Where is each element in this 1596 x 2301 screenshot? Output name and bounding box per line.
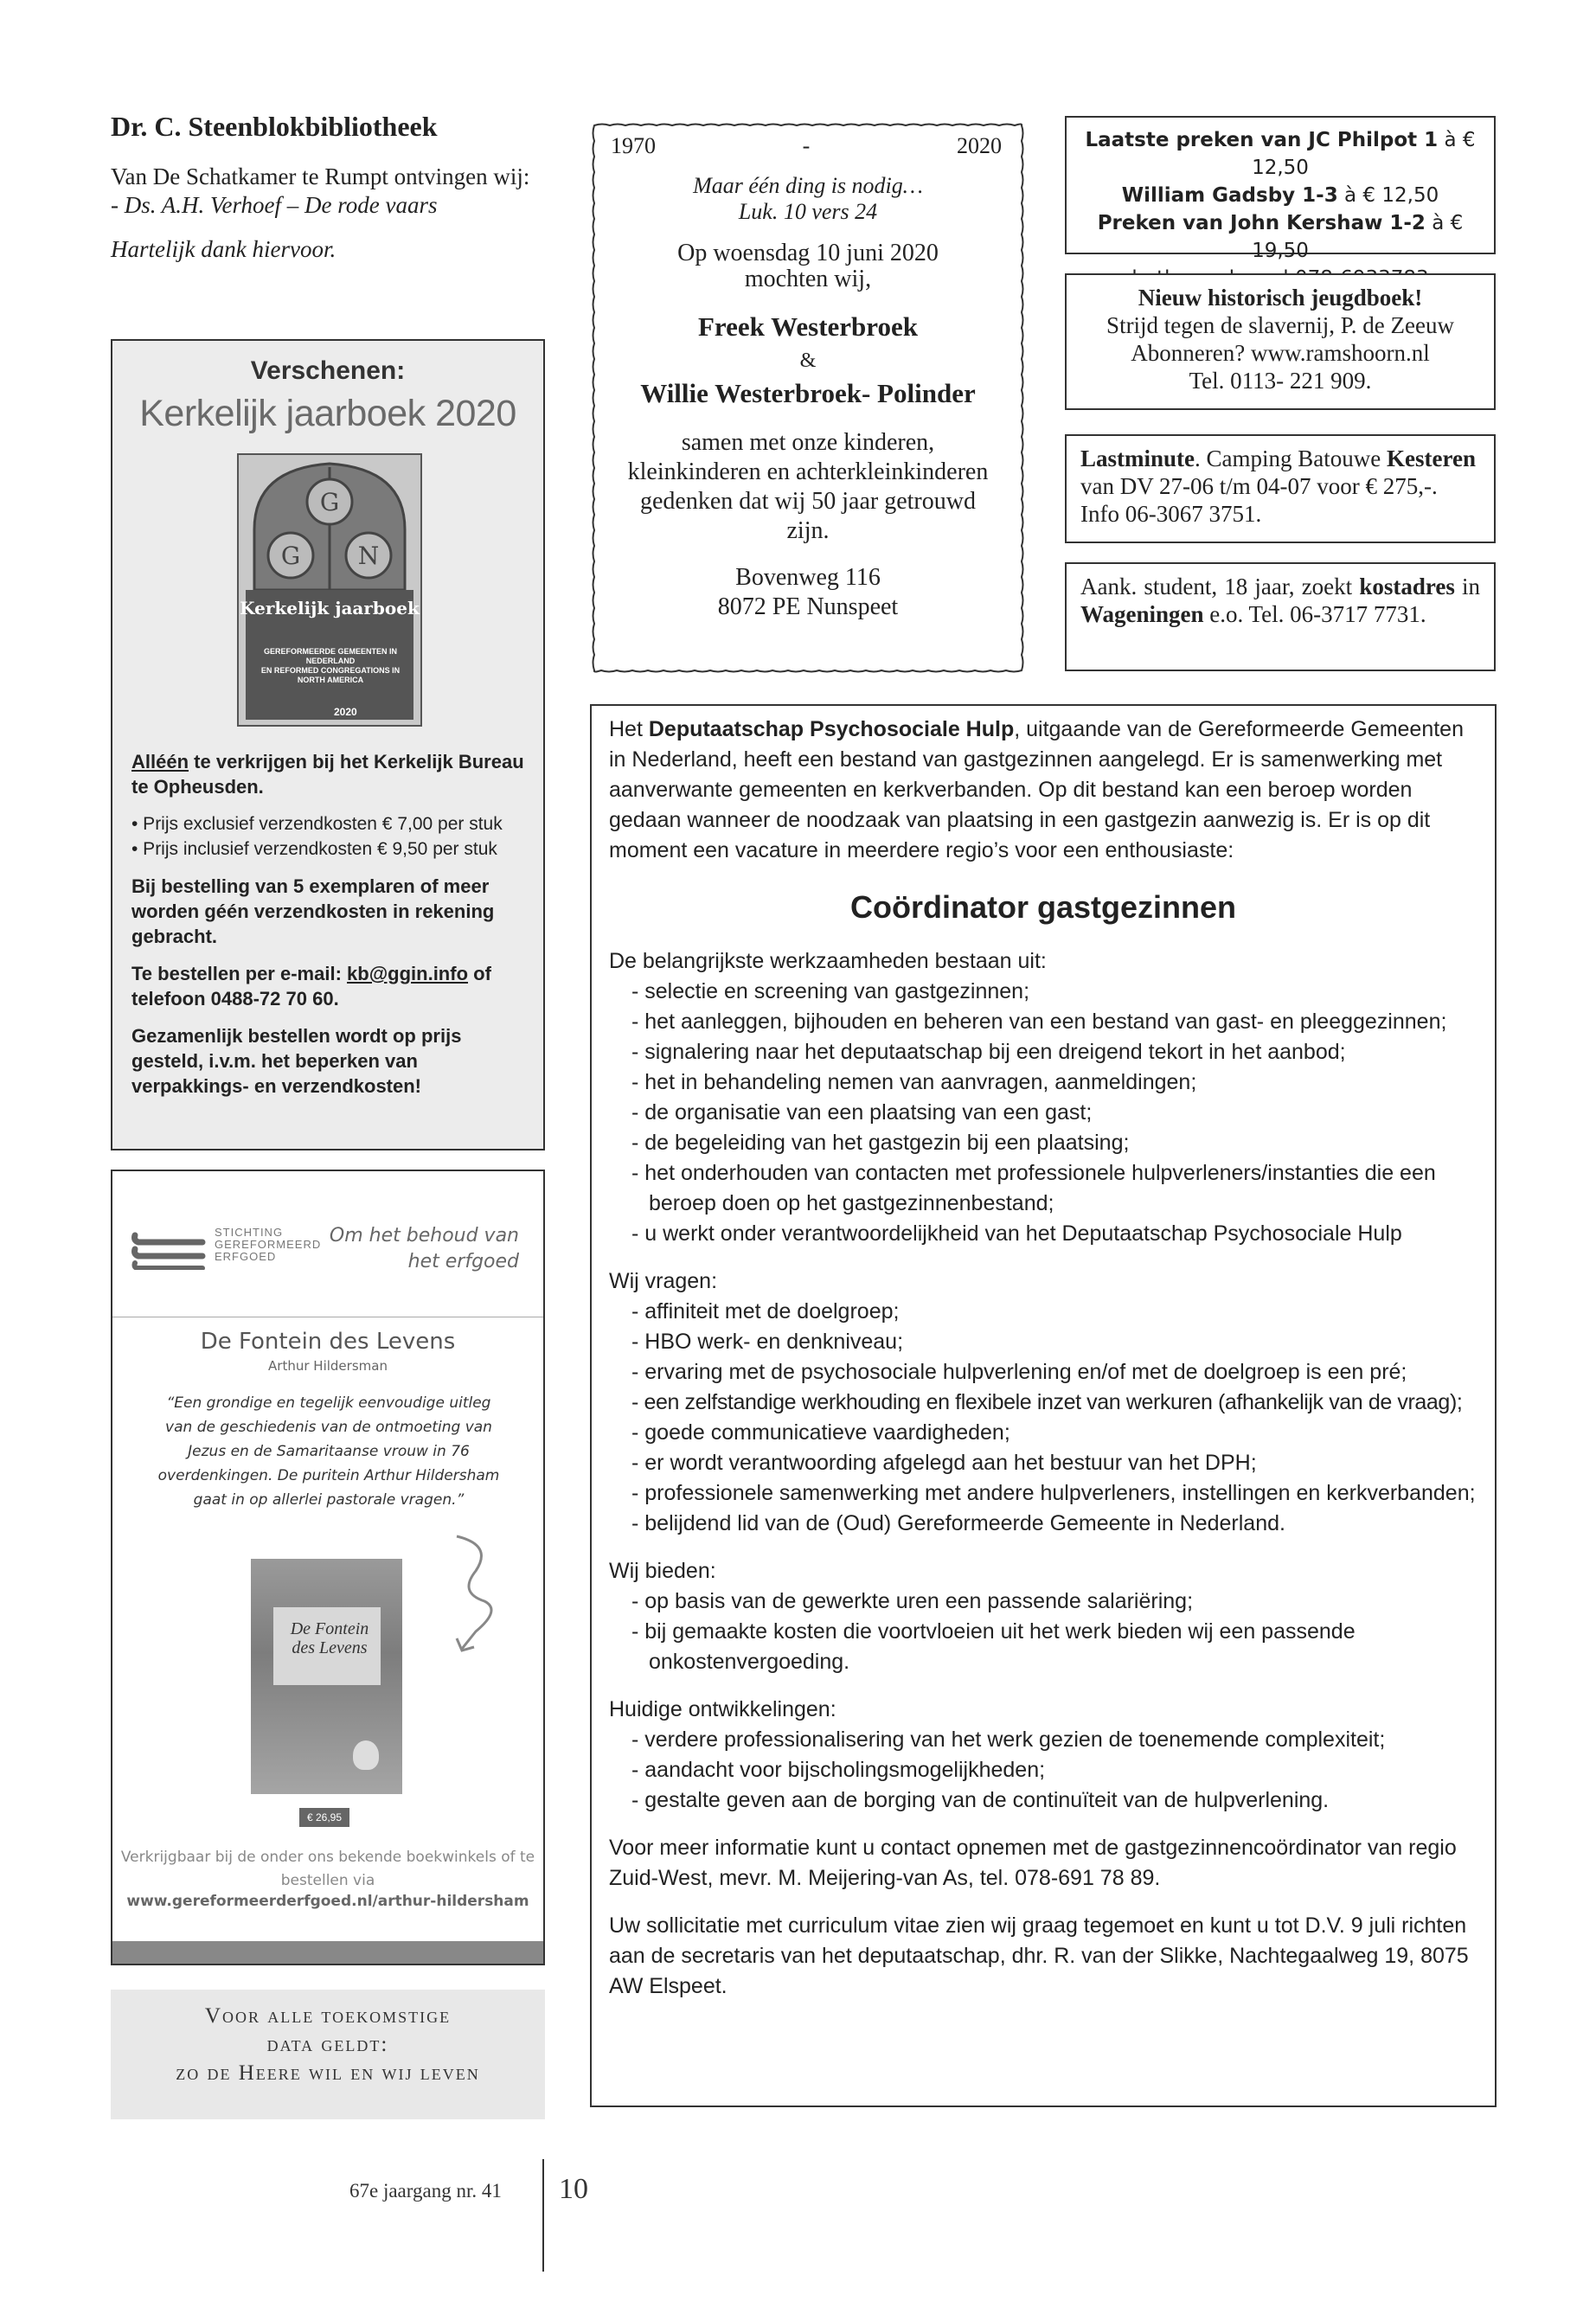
ask-list bbox=[609, 1297, 1477, 1539]
list-item: - aandacht voor bijscholingsmogelijkheden; bbox=[631, 1758, 1046, 1782]
offer-heading: Wij bieden: bbox=[609, 1559, 716, 1583]
jeugdboek-title: Nieuw historisch jeugdboek! bbox=[1138, 285, 1423, 311]
apply-info: Uw sollicitatie met curriculum vitae zien wij graag tegemoet en kunt u tot D.V. 9 juli richten aan de secretaris van het deputaatschap, dhr. R. van der Slikke, Nachtegaalweg 19, 8075 AW Elspeet. bbox=[609, 1913, 1469, 1998]
tasks-heading: De belangrijkste werkzaamheden bestaan uit: bbox=[609, 949, 1047, 973]
fontein-book-title: De Fontein des Levens bbox=[200, 1329, 456, 1355]
svg-text:G: G bbox=[319, 488, 340, 516]
anniversary-content bbox=[590, 173, 1026, 622]
fontein-ad bbox=[111, 1170, 545, 1965]
list-item: - het in behandeling nemen van aanvragen, aanmeldingen; bbox=[631, 1070, 1197, 1094]
list-item: - het aanleggen, bijhouden en beheren van een bestand van gast- en pleeggezinnen; bbox=[631, 1009, 1447, 1034]
only-rest: te verkrijgen bij het Kerkelijk Bureau te Opheusden. bbox=[131, 751, 524, 798]
fontein-quote: “Een grondige en tegelijk eenvoudige uitleg van de geschiedenis van de ontmoeting van Jezus en de Samaritaanse vrouw in 76 overdenkingen. De puritein Arthur Hildersham gaat in op allerlei pastorale vragen.” bbox=[157, 1394, 500, 1509]
philpot-l3-title: Preken van John Kershaw 1-2 bbox=[1097, 212, 1426, 234]
jeugdboek-line1: Strijd tegen de slavernij, P. de Zeeuw bbox=[1106, 312, 1454, 338]
anniversary-ampersand: & bbox=[799, 349, 817, 372]
student-t3: e.o. Tel. 06-3717 7731. bbox=[1209, 601, 1426, 627]
student-b1: kostadres bbox=[1359, 574, 1455, 599]
philpot-line3 bbox=[1067, 209, 1494, 265]
jeugdboek-line2: Abonneren? www.ramshoorn.nl bbox=[1131, 340, 1430, 366]
order-pre: Te bestellen per e-mail: bbox=[131, 963, 342, 984]
footer-jaargang: 67e jaargang nr. 41 bbox=[349, 2180, 502, 2202]
toekomst-banner bbox=[111, 1990, 545, 2119]
cover-sub-line2: EN REFORMED CONGREGATIONS IN NORTH AMERICA bbox=[260, 666, 401, 684]
list-item: - u werkt onder verantwoordelijkheid van het Deputaatschap Psychosociale Hulp bbox=[631, 1221, 1402, 1246]
logo-line1: STICHTING bbox=[215, 1226, 284, 1239]
philpot-l1-price: à € 12,50 bbox=[1252, 129, 1476, 179]
together-note: Gezamenlijk bestellen wordt op prijs gesteld, i.v.m. het beperken van verpakkings- en verzendkosten! bbox=[131, 1025, 462, 1097]
page-number: 10 bbox=[559, 2173, 588, 2205]
vacancy-ad bbox=[590, 704, 1497, 2107]
address-city: 8072 PE Nunspeet bbox=[717, 593, 899, 620]
bulk-order-note: Bij bestelling van 5 exemplaren of meer worden géén verzendkosten in rekening gebracht. bbox=[131, 875, 495, 947]
fontein-bottom-bar bbox=[112, 1941, 543, 1964]
list-item: - er wordt verantwoording afgelegd aan het bestuur van het DPH; bbox=[631, 1451, 1257, 1475]
dev-list bbox=[609, 1725, 1477, 1816]
list-item: - gestalte geven aan de borging van de continuïteit van de hulpverlening. bbox=[631, 1788, 1330, 1812]
list-item: - affiniteit met de doelgroep; bbox=[631, 1299, 900, 1324]
camping-t1: . Camping Batouwe bbox=[1195, 445, 1381, 471]
philpot-line2 bbox=[1067, 182, 1494, 209]
svg-text:N: N bbox=[357, 542, 380, 570]
list-item: - selectie en screening van gastgezinnen; bbox=[631, 979, 1030, 1003]
logo-line2: GEREFORMEERD bbox=[215, 1238, 322, 1251]
cover-title: Kerkelijk jaarboek bbox=[240, 598, 420, 619]
fontein-header bbox=[112, 1171, 543, 1317]
footer-divider bbox=[542, 2159, 544, 2272]
fontein-url-link[interactable]: www.gereformeerderfgoed.nl/arthur-hildersham bbox=[126, 1893, 529, 1910]
vacancy-title: Coördinator gastgezinnen bbox=[849, 889, 1236, 925]
jaarboek-only bbox=[131, 749, 529, 799]
list-item: - het onderhouden van contacten met professionele hulpverleners/instanties die een beroep doen op het gastgezinnenbestand; bbox=[631, 1161, 1436, 1215]
student-t1: Aank. student, 18 jaar, zoekt bbox=[1080, 574, 1353, 599]
year-end: 2020 bbox=[956, 133, 1002, 158]
list-item: - bij gemaakte kosten die voortvloeien uit het werk bieden wij een passende onkostenvergoeding. bbox=[631, 1619, 1356, 1674]
cover-sub-line1: GEREFORMEERDE GEMEENTEN IN NEDERLAND bbox=[263, 647, 397, 665]
price-exclusive: • Prijs exclusief verzendkosten € 7,00 per stuk bbox=[131, 814, 503, 834]
fontein-cover-image bbox=[251, 1559, 402, 1794]
logo-line3: ERFGOED bbox=[215, 1250, 277, 1263]
student-ad bbox=[1065, 562, 1496, 671]
camping-t2: van DV 27-06 t/m 04-07 voor € 275,-. Info 06-3067 3751. bbox=[1080, 473, 1438, 527]
cover-jug bbox=[353, 1740, 379, 1770]
ask-heading: Wij vragen: bbox=[609, 1269, 718, 1293]
fontein-price: € 26,95 bbox=[299, 1808, 349, 1827]
anniversary-intro: Op woensdag 10 juni 2020 mochten wij, bbox=[677, 240, 939, 292]
anniversary-address bbox=[590, 563, 1026, 622]
philpot-ad bbox=[1065, 116, 1496, 262]
jeugdboek-ad bbox=[1065, 273, 1496, 410]
intro-pre: Het bbox=[609, 717, 643, 741]
jaarboek-ad bbox=[111, 339, 545, 1150]
tasks-list bbox=[609, 977, 1477, 1249]
camping-ad bbox=[1065, 434, 1496, 543]
anniversary-quote bbox=[590, 173, 1026, 225]
toekomst-line2: data geldt: bbox=[266, 2033, 389, 2056]
offer-list bbox=[609, 1586, 1477, 1677]
library-text bbox=[111, 163, 552, 264]
list-item: - de organisatie van een plaatsing van een gast; bbox=[631, 1100, 1093, 1125]
library-heading: Dr. C. Steenblokbibliotheek bbox=[111, 111, 438, 142]
philpot-l3-price: à € 19,50 bbox=[1252, 212, 1464, 262]
anniversary-years bbox=[611, 133, 1002, 159]
anniversary-name1: Freek Westerbroek bbox=[698, 311, 918, 342]
list-item: - een zelfstandige werkhouding en flexibele inzet van werkuren (afhankelijk van de vraag); bbox=[631, 1390, 1463, 1414]
order-post: of telefoon 0488-72 70 60. bbox=[131, 963, 491, 1009]
intro-bold: Deputaatschap Psychosociale Hulp bbox=[648, 717, 1015, 741]
svg-text:G: G bbox=[280, 542, 301, 570]
jaarboek-announce: Verschenen: bbox=[250, 356, 406, 385]
list-item: - goede communicatieve vaardigheden; bbox=[631, 1420, 1010, 1445]
quote-line1: Maar één ding is nodig… bbox=[693, 173, 923, 198]
library-line1: Van De Schatkamer te Rumpt ontvingen wij: bbox=[111, 163, 530, 189]
cover-window-icon bbox=[246, 460, 413, 590]
address-street: Bovenweg 116 bbox=[735, 564, 881, 591]
student-t2: in bbox=[1462, 574, 1481, 599]
list-item: - ervaring met de psychosociale hulpverlening en/of met de doelgroep is een pré; bbox=[631, 1360, 1407, 1384]
dev-heading: Huidige ontwikkelingen: bbox=[609, 1697, 836, 1721]
philpot-l2-title: William Gadsby 1-3 bbox=[1121, 184, 1338, 207]
library-thanks: Hartelijk dank hiervoor. bbox=[111, 236, 337, 262]
list-item: - de begeleiding van het gastgezin bij een plaatsing; bbox=[631, 1131, 1130, 1155]
only-word: Alléén bbox=[131, 751, 189, 772]
list-item: - HBO werk- en denkniveau; bbox=[631, 1330, 904, 1354]
cover-year: 2020 bbox=[334, 706, 357, 718]
jeugdboek-line3: Tel. 0113- 221 909. bbox=[1189, 368, 1372, 394]
list-item: - belijdend lid van de (Oud) Gereformeerde Gemeente in Nederland. bbox=[631, 1511, 1285, 1535]
philpot-line1 bbox=[1067, 126, 1494, 182]
jaarboek-cover-image bbox=[237, 453, 422, 727]
camping-b2: Kesteren bbox=[1387, 445, 1476, 471]
list-item: - op basis van de gewerkte uren een passende salariëring; bbox=[631, 1589, 1194, 1613]
list-item: - signalering naar het deputaatschap bij een dreigend tekort in het aanbod; bbox=[631, 1040, 1346, 1064]
fontein-slogan: Om het behoud van het erfgoed bbox=[329, 1225, 519, 1272]
cover-subtitle bbox=[247, 647, 413, 685]
books-logo-icon bbox=[130, 1227, 208, 1270]
price-inclusive: • Prijs inclusief verzendkosten € 9,50 per stuk bbox=[131, 839, 497, 859]
quote-line2: Luk. 10 vers 24 bbox=[738, 199, 878, 224]
philpot-l2-price: à € 12,50 bbox=[1344, 184, 1439, 207]
jaarboek-title: Kerkelijk jaarboek 2020 bbox=[139, 393, 516, 434]
arrow-icon bbox=[450, 1528, 502, 1657]
philpot-l1-title: Laatste preken van JC Philpot 1 bbox=[1085, 129, 1439, 151]
contact-info: Voor meer informatie kunt u contact opnemen met de gastgezinnencoördinator van regio Zuid-West, mevr. M. Meijering-van As, tel. 078-691 78 89. bbox=[609, 1836, 1457, 1890]
toekomst-line1: Voor alle toekomstige bbox=[204, 2004, 452, 2028]
fontein-author: Arthur Hildersman bbox=[268, 1358, 388, 1374]
price-list bbox=[131, 811, 529, 862]
fontein-buy-text: Verkrijgbaar bij de onder ons bekende boekwinkels of te bestellen via bbox=[120, 1849, 535, 1889]
toekomst-line3: zo de Heere wil en wij leven bbox=[176, 2061, 480, 2085]
cover-book-title: De Fontein des Levens bbox=[290, 1619, 369, 1657]
list-item: - verdere professionalisering van het werk gezien de toenemende complexiteit; bbox=[631, 1727, 1386, 1752]
year-dash: - bbox=[802, 133, 811, 158]
intro-rest: , uitgaande van de Gereformeerde Gemeenten in Nederland, heeft een bestand van gastgezinnen aangelegd. Er is samenwerking met aanverwante gemeenten en kerkverbanden. Op dit bestand kan een beroep worden gedaan wanneer de noodzaak van plaatsing in een gastgezin aanwezig is. Er is op dit moment een vacature in meerdere regio’s voor een enthousiaste: bbox=[609, 717, 1464, 862]
order-info bbox=[131, 961, 529, 1011]
vacancy-intro bbox=[609, 715, 1477, 866]
anniversary-name2: Willie Westerbroek- Polinder bbox=[640, 378, 976, 408]
jaarboek-body bbox=[131, 749, 529, 1111]
order-email-link[interactable]: kb@ggin.info bbox=[347, 963, 469, 984]
library-line2: - Ds. A.H. Verhoef – De rode vaars bbox=[111, 192, 438, 218]
fontein-logo-text bbox=[215, 1227, 321, 1263]
year-start: 1970 bbox=[611, 133, 656, 158]
anniversary-text: samen met onze kinderen, kleinkinderen en achterkleinkinderen gedenken dat wij 50 jaar getrouwd zijn. bbox=[627, 429, 989, 544]
student-b2: Wageningen bbox=[1080, 601, 1204, 627]
list-item: - professionele samenwerking met andere hulpverleners, instellingen en kerkverbanden; bbox=[631, 1481, 1476, 1505]
camping-b1: Lastminute bbox=[1080, 445, 1195, 471]
anniversary-card bbox=[590, 121, 1026, 675]
